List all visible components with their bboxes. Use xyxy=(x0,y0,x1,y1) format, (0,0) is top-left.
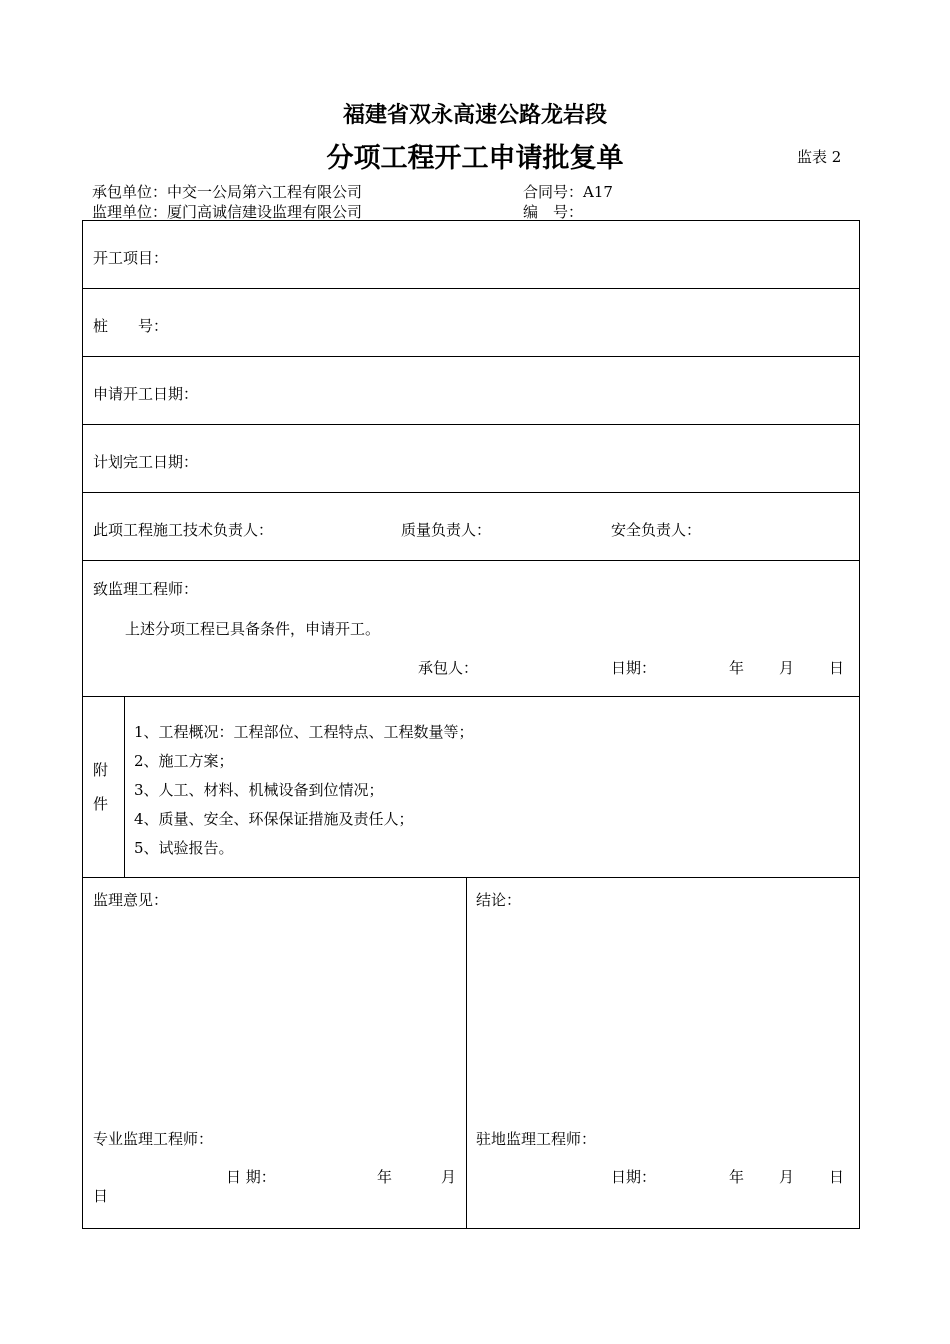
row-divider xyxy=(83,560,859,561)
application-year: 年 xyxy=(729,659,745,677)
attachment-item: 5、试验报告。 xyxy=(134,839,234,857)
left-date-label: 日 期： xyxy=(226,1168,276,1186)
quality-lead-field: 质量负责人： xyxy=(401,521,492,539)
attachment-item: 3、人工、材料、机械设备到位情况； xyxy=(134,781,384,799)
application-date-label: 日期： xyxy=(611,659,657,677)
contract-number: 合同号：A17 xyxy=(523,183,613,201)
right-day: 日 xyxy=(829,1168,845,1186)
addressee: 致监理工程师： xyxy=(93,580,199,598)
row-divider xyxy=(83,696,859,697)
contractor-unit: 承包单位：中交一公局第六工程有限公司 xyxy=(92,183,363,201)
attachment-label-1: 附 xyxy=(93,761,109,779)
plan-date-field: 计划完工日期： xyxy=(93,453,199,471)
right-date-label: 日期： xyxy=(611,1168,657,1186)
serial-number: 编 号： xyxy=(523,203,584,221)
form-code: 监表 2 xyxy=(797,148,842,166)
safety-lead-field: 安全负责人： xyxy=(611,521,702,539)
form-table xyxy=(82,220,860,1229)
left-month: 月 xyxy=(441,1168,457,1186)
row-divider xyxy=(83,877,859,878)
application-day: 日 xyxy=(829,659,845,677)
attachment-item: 1、工程概况：工程部位、工程特点、工程数量等； xyxy=(134,723,474,741)
page-title: 福建省双永高速公路龙岩段 xyxy=(342,103,607,128)
attachment-divider xyxy=(124,696,125,877)
chainage-field: 桩 号： xyxy=(93,317,169,335)
attachment-item: 4、质量、安全、环保保证措施及责任人； xyxy=(134,810,414,828)
tech-lead-field: 此项工程施工技术负责人： xyxy=(93,521,274,539)
resident-engineer-label: 驻地监理工程师： xyxy=(476,1130,597,1148)
opinion-divider xyxy=(466,877,467,1229)
right-month: 月 xyxy=(779,1168,795,1186)
attachment-label-2: 件 xyxy=(93,795,109,813)
supervision-opinion-title: 监理意见： xyxy=(93,891,169,909)
attachment-item: 2、施工方案； xyxy=(134,752,234,770)
row-divider xyxy=(83,492,859,493)
project-field: 开工项目： xyxy=(93,249,169,267)
application-statement: 上述分项工程已具备条件，申请开工。 xyxy=(125,620,381,638)
row-divider xyxy=(83,288,859,289)
supervisor-unit: 监理单位：厦门高诚信建设监理有限公司 xyxy=(92,203,363,221)
contractor-signature-label: 承包人： xyxy=(418,659,479,677)
left-year: 年 xyxy=(377,1168,393,1186)
apply-date-field: 申请开工日期： xyxy=(93,385,199,403)
conclusion-title: 结论： xyxy=(476,891,522,909)
application-month: 月 xyxy=(779,659,795,677)
left-day: 日 xyxy=(93,1187,109,1205)
row-divider xyxy=(83,356,859,357)
form-title: 分项工程开工申请批复单 xyxy=(326,143,624,174)
specialist-engineer-label: 专业监理工程师： xyxy=(93,1130,214,1148)
row-divider xyxy=(83,424,859,425)
right-year: 年 xyxy=(729,1168,745,1186)
